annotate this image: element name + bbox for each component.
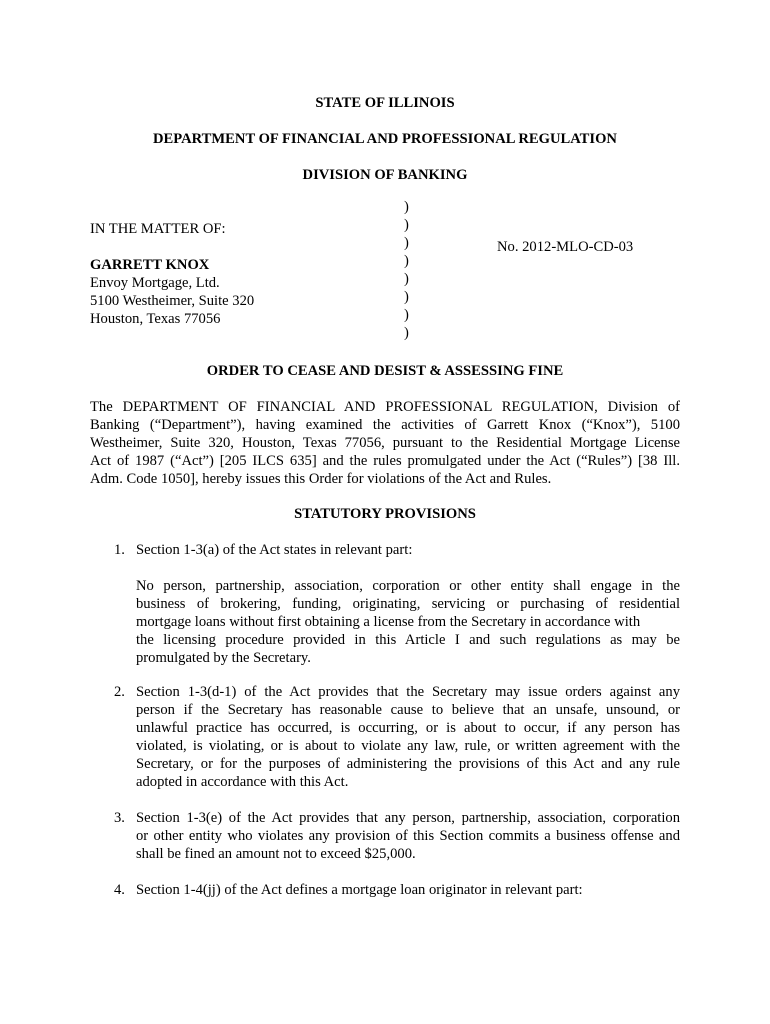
item-number: 3. [114, 810, 125, 826]
item-line: Secretary, or for the purposes of administering the provisions of this Act and any rule [136, 756, 680, 772]
item-line: adopted in accordance with this Act. [136, 774, 349, 790]
caption-paren: ) [404, 325, 409, 341]
intro-line: Westheimer, Suite 320, Houston, Texas 77056, pursuant to the Residential Mortgage License [90, 435, 680, 451]
caption-paren: ) [404, 235, 409, 251]
caption-paren: ) [404, 217, 409, 233]
item-quote [136, 577, 680, 667]
caption-paren: ) [404, 271, 409, 287]
item-text [136, 683, 680, 791]
caption-paren: ) [404, 289, 409, 305]
item-line: shall be fined an amount not to exceed $25,000. [136, 846, 416, 862]
caption-paren: ) [404, 253, 409, 269]
quote-line: the licensing procedure provided in this Article I and such regulations as may be [136, 632, 680, 648]
item-number: 1. [114, 542, 125, 558]
in-the-matter-label: IN THE MATTER OF: [90, 221, 226, 237]
department-heading: DEPARTMENT OF FINANCIAL AND PROFESSIONAL REGULATION [153, 131, 617, 147]
intro-line: Act of 1987 (“Act”) [205 ILCS 635] and the rules promulgated under the Act (“Rules”) [38 Ill. [90, 453, 680, 469]
item-line: Section 1-3(d-1) of the Act provides that the Secretary may issue orders against any [136, 684, 680, 700]
caption-paren: ) [404, 199, 409, 215]
respondent-name: GARRETT KNOX [90, 257, 210, 273]
item-line: Section 1-4(jj) of the Act defines a mortgage loan originator in relevant part: [136, 882, 583, 898]
item-line: person if the Secretary has reasonable cause to believe that an unsafe, unsound, or [136, 702, 680, 718]
item-number: 2. [114, 684, 125, 700]
respondent-company: Envoy Mortgage, Ltd. [90, 275, 220, 291]
intro-line: Adm. Code 1050], hereby issues this Order for violations of the Act and Rules. [90, 471, 552, 487]
state-heading: STATE OF ILLINOIS [315, 95, 455, 111]
division-heading: DIVISION OF BANKING [302, 167, 468, 183]
intro-line: Banking (“Department”), having examined the activities of Garrett Knox (“Knox”), 5100 [90, 417, 680, 433]
caption-paren: ) [404, 307, 409, 323]
caption-parens [404, 198, 409, 342]
item-line: Section 1-3(a) of the Act states in relevant part: [136, 542, 413, 558]
statutory-provisions-heading: STATUTORY PROVISIONS [294, 506, 476, 522]
item-line: or other entity who violates any provision of this Section commits a business offense and [136, 828, 680, 844]
case-number: No. 2012-MLO-CD-03 [497, 239, 634, 255]
item-text [136, 809, 680, 863]
item-text [136, 541, 680, 559]
item-line: unlawful practice has occurred, is occurring, or is about to occur, if any person has [136, 720, 680, 736]
intro-paragraph [90, 398, 680, 488]
item-number: 4. [114, 882, 125, 898]
respondent-address-line1: 5100 Westheimer, Suite 320 [90, 293, 255, 309]
item-line: violated, is violating, or is about to violate any law, rule, or written agreement with the [136, 738, 680, 754]
item-text [136, 881, 680, 899]
quote-line: mortgage loans without first obtaining a license from the Secretary in accordance with [136, 614, 641, 630]
respondent-address-line2: Houston, Texas 77056 [90, 311, 221, 327]
item-line: Section 1-3(e) of the Act provides that any person, partnership, association, corporation [136, 810, 680, 826]
quote-line: No person, partnership, association, corporation or other entity shall engage in the [136, 578, 680, 594]
order-title: ORDER TO CEASE AND DESIST & ASSESSING FINE [206, 363, 564, 379]
quote-line: promulgated by the Secretary. [136, 650, 311, 666]
intro-line: The DEPARTMENT OF FINANCIAL AND PROFESSIONAL REGULATION, Division of [90, 399, 680, 415]
quote-line: business of brokering, funding, originating, servicing or purchasing of residential [136, 596, 680, 612]
